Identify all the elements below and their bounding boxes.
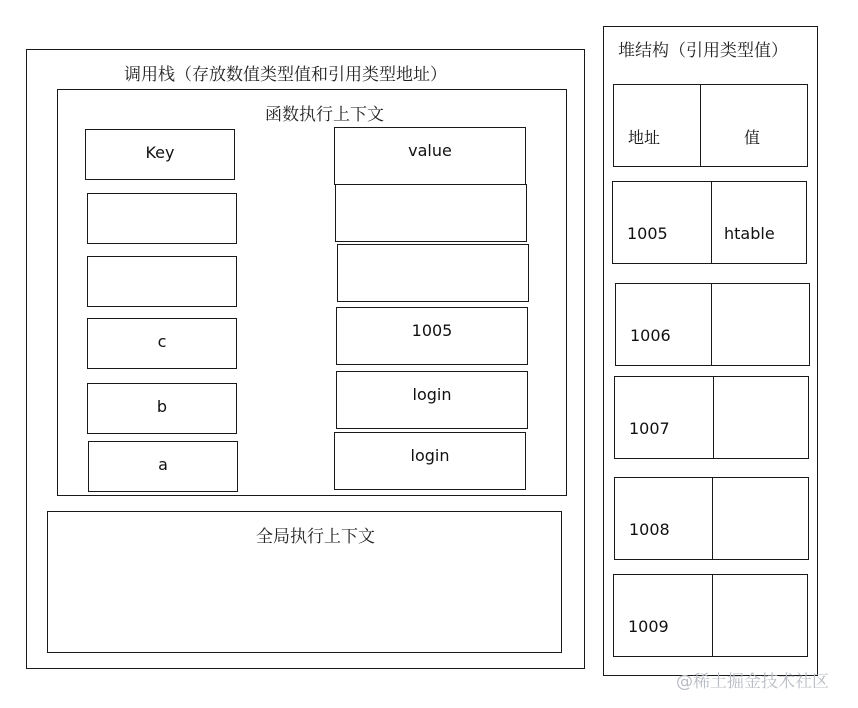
global-context-title: 全局执行上下文 xyxy=(256,527,375,547)
value-cell-header xyxy=(334,127,526,185)
call-stack-title: 调用栈（存放数值类型值和引用类型地址） xyxy=(124,65,447,85)
key-text: b xyxy=(156,397,168,416)
heap-address: 1009 xyxy=(628,617,669,636)
value-header-text: value xyxy=(408,141,452,160)
key-header-text: Key xyxy=(145,143,175,162)
value-cell xyxy=(337,244,529,302)
heap-row-1007 xyxy=(614,376,809,459)
heap-header-address: 地址 xyxy=(628,128,661,147)
heap-row-1008 xyxy=(614,477,809,560)
key-cell xyxy=(87,256,237,307)
value-text: 1005 xyxy=(411,321,453,340)
key-cell xyxy=(87,193,237,244)
heap-divider xyxy=(712,575,713,656)
function-context-title: 函数执行上下文 xyxy=(265,105,384,125)
key-cell-b xyxy=(87,383,237,434)
heap-divider xyxy=(711,182,712,263)
heap-divider xyxy=(713,377,714,458)
value-cell xyxy=(335,184,527,242)
value-cell-1005 xyxy=(336,307,528,365)
value-cell-login xyxy=(336,371,528,429)
heap-divider xyxy=(700,85,701,166)
key-cell-c xyxy=(87,318,237,369)
heap-address: 1008 xyxy=(629,520,670,539)
key-text: c xyxy=(157,332,167,351)
heap-row-1005 xyxy=(612,181,807,264)
heap-divider xyxy=(712,478,713,559)
value-cell-login xyxy=(334,432,526,490)
value-text: login xyxy=(412,385,452,404)
heap-address: 1005 xyxy=(627,224,668,243)
key-text: a xyxy=(158,455,168,474)
watermark: @稀土掘金技术社区 xyxy=(676,672,829,692)
heap-address: 1006 xyxy=(630,326,671,345)
heap-value: htable xyxy=(724,224,775,243)
key-cell-header xyxy=(85,129,235,180)
heap-row-1009 xyxy=(613,574,808,657)
heap-row-1006 xyxy=(615,283,810,366)
heap-title: 堆结构（引用类型值） xyxy=(618,41,788,61)
value-text: login xyxy=(410,446,450,465)
heap-address: 1007 xyxy=(629,419,670,438)
heap-header-row xyxy=(613,84,808,167)
heap-header-value: 值 xyxy=(744,128,761,147)
heap-divider xyxy=(711,284,712,365)
key-cell-a xyxy=(88,441,238,492)
